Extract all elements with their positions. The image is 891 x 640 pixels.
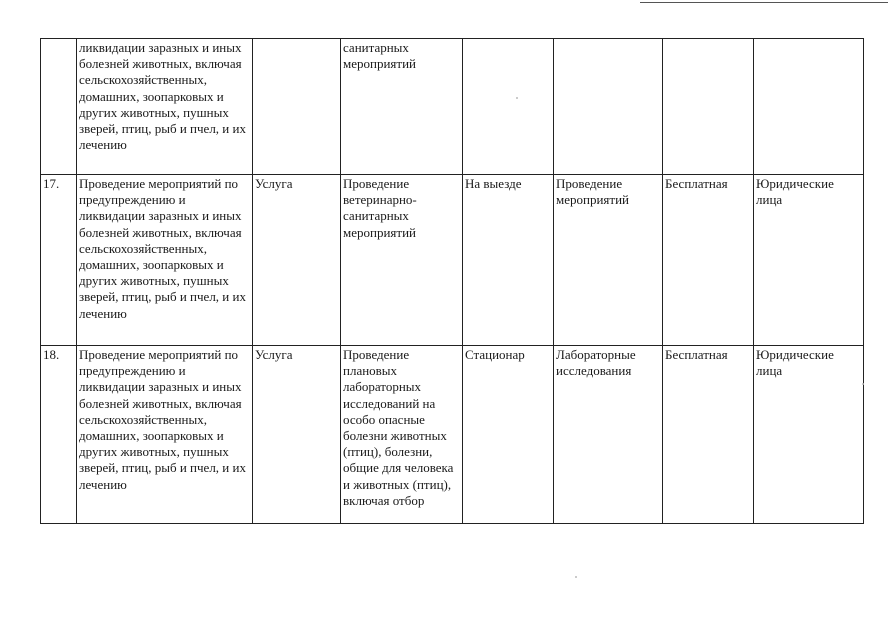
cell-service-name: Проведение мероприятий по предупреждению и ликвидации заразных и иных болезней животных, включая сельскохозяйственных, домашних, зоопарковых и других животных, пушных зверей, птиц, рыб и пчел, и их лечению [77, 175, 253, 346]
cell-result: Проведение мероприятий [554, 175, 663, 346]
table-row [41, 175, 864, 346]
cell-service-type [253, 39, 341, 175]
scan-speck [516, 97, 518, 99]
cell-recipients: Юридические лица [754, 175, 864, 346]
cell-number: 17. [41, 175, 77, 346]
scan-speck [575, 576, 577, 578]
cell-cost: Бесплатная [663, 346, 754, 524]
cell-service-description: Проведение плановых лабораторных исследований на особо опасные болезни животных (птиц), болезни, общие для человека и животных (птиц), включая отбор [341, 346, 463, 524]
cell-location: Стационар [463, 346, 554, 524]
scan-speck [862, 383, 864, 385]
cell-recipients: Юридические лица [754, 346, 864, 524]
services-table [40, 38, 864, 524]
cell-service-name: Проведение мероприятий по предупреждению и ликвидации заразных и иных болезней животных, включая сельскохозяйственных, домашних, зоопарковых и других животных, пушных зверей, птиц, рыб и пчел, и их лечению [77, 346, 253, 524]
cell-service-type: Услуга [253, 175, 341, 346]
top-edge-rule [640, 2, 888, 3]
table-row [41, 39, 864, 175]
cell-result [554, 39, 663, 175]
cell-cost [663, 39, 754, 175]
cell-service-description: Проведение ветеринарно-санитарных мероприятий [341, 175, 463, 346]
cell-number [41, 39, 77, 175]
cell-recipients [754, 39, 864, 175]
cell-service-name: ликвидации заразных и иных болезней животных, включая сельскохозяйственных, домашних, зоопарковых и других животных, пушных зверей, птиц, рыб и пчел, и их лечению [77, 39, 253, 175]
table-row [41, 346, 864, 524]
cell-number: 18. [41, 346, 77, 524]
cell-cost: Бесплатная [663, 175, 754, 346]
cell-location [463, 39, 554, 175]
cell-result: Лабораторные исследования [554, 346, 663, 524]
cell-location: На выезде [463, 175, 554, 346]
cell-service-description: санитарных мероприятий [341, 39, 463, 175]
cell-service-type: Услуга [253, 346, 341, 524]
